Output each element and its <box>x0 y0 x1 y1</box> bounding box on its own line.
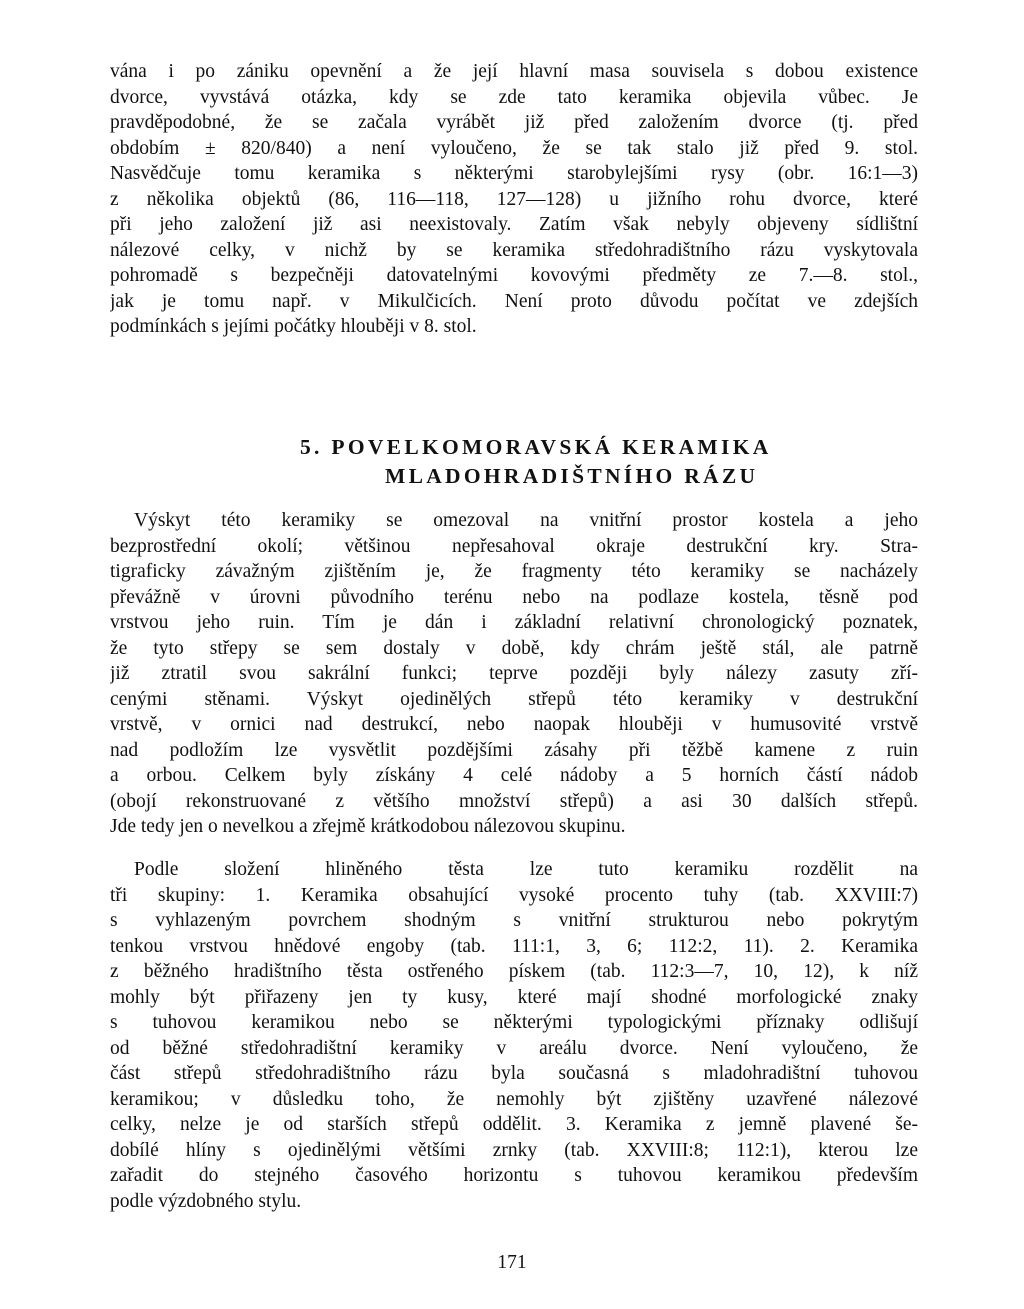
text-line: Jde tedy jen o nevelkou a zřejmě krátkodobou nálezovou skupinu. <box>110 816 626 837</box>
text-line: část střepů středohradištního rázu byla současná s mladohradištní tuhovou <box>110 1063 918 1084</box>
text-line: Výskyt této keramiky se omezoval na vnitřní prostor kostela a jeho <box>134 510 918 531</box>
paragraph-groups <box>110 857 918 1214</box>
text-line: dvorce, vyvstává otázka, kdy se zde tato keramika objevila vůbec. Je <box>110 86 918 108</box>
text-line: již ztratil svou sakrální funkci; teprve později byly nálezy zasuty zří- <box>110 663 918 684</box>
text-line: pravděpodobné, že se začala vyrábět již před založením dvorce (tj. před <box>110 112 918 133</box>
text-line: celky, nelze je od starších střepů oddělit. 3. Keramika z jemně plavené še- <box>110 1114 918 1135</box>
text-line: tigraficky závažným zjištěním je, že fragmenty této keramiky se nacházely <box>110 561 918 582</box>
text-line: keramikou; v důsledku toho, že nemohly být zjištěny uzavřené nálezové <box>110 1088 918 1110</box>
text-line: mohly být přiřazeny jen ty kusy, které mají shodné morfologické znaky <box>110 986 918 1008</box>
section-heading-line-1: 5. POVELKOMORAVSKÁ KERAMIKA <box>300 435 772 459</box>
text-line: tři skupiny: 1. Keramika obsahující vysoké procento tuhy (tab. XXVIII:7) <box>110 884 918 906</box>
text-line: z běžného hradištního těsta ostřeného pískem (tab. 112:3—7, 10, 12), k níž <box>110 961 918 982</box>
paragraph-occurrence <box>110 508 918 840</box>
text-line: podle výzdobného stylu. <box>110 1190 302 1212</box>
section-heading-line-2: MLADOHRADIŠTNÍHO RÁZU <box>385 464 759 488</box>
text-line: že tyto střepy se sem dostaly v době, kdy chrám ještě stál, ale patrně <box>110 637 918 659</box>
page-number: 171 <box>497 1252 527 1273</box>
text-line: (obojí rekonstruované z většího množství střepů) a asi 30 dalších střepů. <box>110 790 918 812</box>
section-heading <box>300 433 920 491</box>
text-line: s vyhlazeným povrchem shodným s vnitřní strukturou nebo pokrytým <box>110 910 918 931</box>
text-line: podmínkách s jejími počátky hlouběji v 8. stol. <box>110 316 477 337</box>
text-line: bezprostřední okolí; většinou nepřesahoval okraje destrukční kry. Stra- <box>110 535 918 557</box>
text-line: od běžné středohradištní keramiky v areálu dvorce. Není vyloučeno, že <box>110 1037 918 1059</box>
text-line: pohromadě s bezpečněji datovatelnými kovovými předměty ze 7.—8. stol., <box>110 265 918 286</box>
text-line: Podle složení hliněného těsta lze tuto keramiku rozdělit na <box>134 859 918 880</box>
paragraph-continued <box>110 59 918 340</box>
text-line: a orbou. Celkem byly získány 4 celé nádoby a 5 horních částí nádob <box>110 765 918 786</box>
text-line: dobílé hlíny s ojedinělými většími zrnky (tab. XXVIII:8; 112:1), kterou lze <box>110 1139 918 1161</box>
text-line: s tuhovou keramikou nebo se některými typologickými příznaky odlišují <box>110 1012 918 1033</box>
text-line: cenými stěnami. Výskyt ojedinělých střepů této keramiky v destrukční <box>110 688 918 710</box>
text-line: zařadit do stejného časového horizontu s tuhovou keramikou především <box>110 1165 918 1186</box>
text-line: při jeho založení již asi neexistovaly. Zatím však nebyly objeveny sídlištní <box>110 214 918 235</box>
text-line: z několika objektů (86, 116—118, 127—128) u jižního rohu dvorce, které <box>110 188 918 210</box>
text-line: vrstvou jeho ruin. Tím je dán i základní relativní chronologický poznatek, <box>110 612 918 633</box>
text-line: Nasvědčuje tomu keramika s některými starobylejšími rysy (obr. 16:1—3) <box>110 163 918 184</box>
text-line: obdobím ± 820/840) a není vyloučeno, že se tak stalo již před 9. stol. <box>110 137 918 159</box>
text-line: jak je tomu např. v Mikulčicích. Není proto důvodu počítat ve zdejších <box>110 290 918 312</box>
text-line: vrstvě, v ornici nad destrukcí, nebo naopak hlouběji v humusovité vrstvě <box>110 714 918 735</box>
text-line: nálezové celky, v nichž by se keramika středohradištního rázu vyskytovala <box>110 239 918 261</box>
text-line: tenkou vrstvou hnědové engoby (tab. 111:1, 3, 6; 112:2, 11). 2. Keramika <box>110 935 918 957</box>
text-line: převážně v úrovni původního terénu nebo na podlaze kostela, těsně pod <box>110 586 918 608</box>
text-line: nad podložím lze vysvětlit pozdějšími zásahy při těžbě kamene z ruin <box>110 739 918 761</box>
text-line: vána i po zániku opevnění a že její hlavní masa souvisela s dobou existence <box>110 61 918 82</box>
